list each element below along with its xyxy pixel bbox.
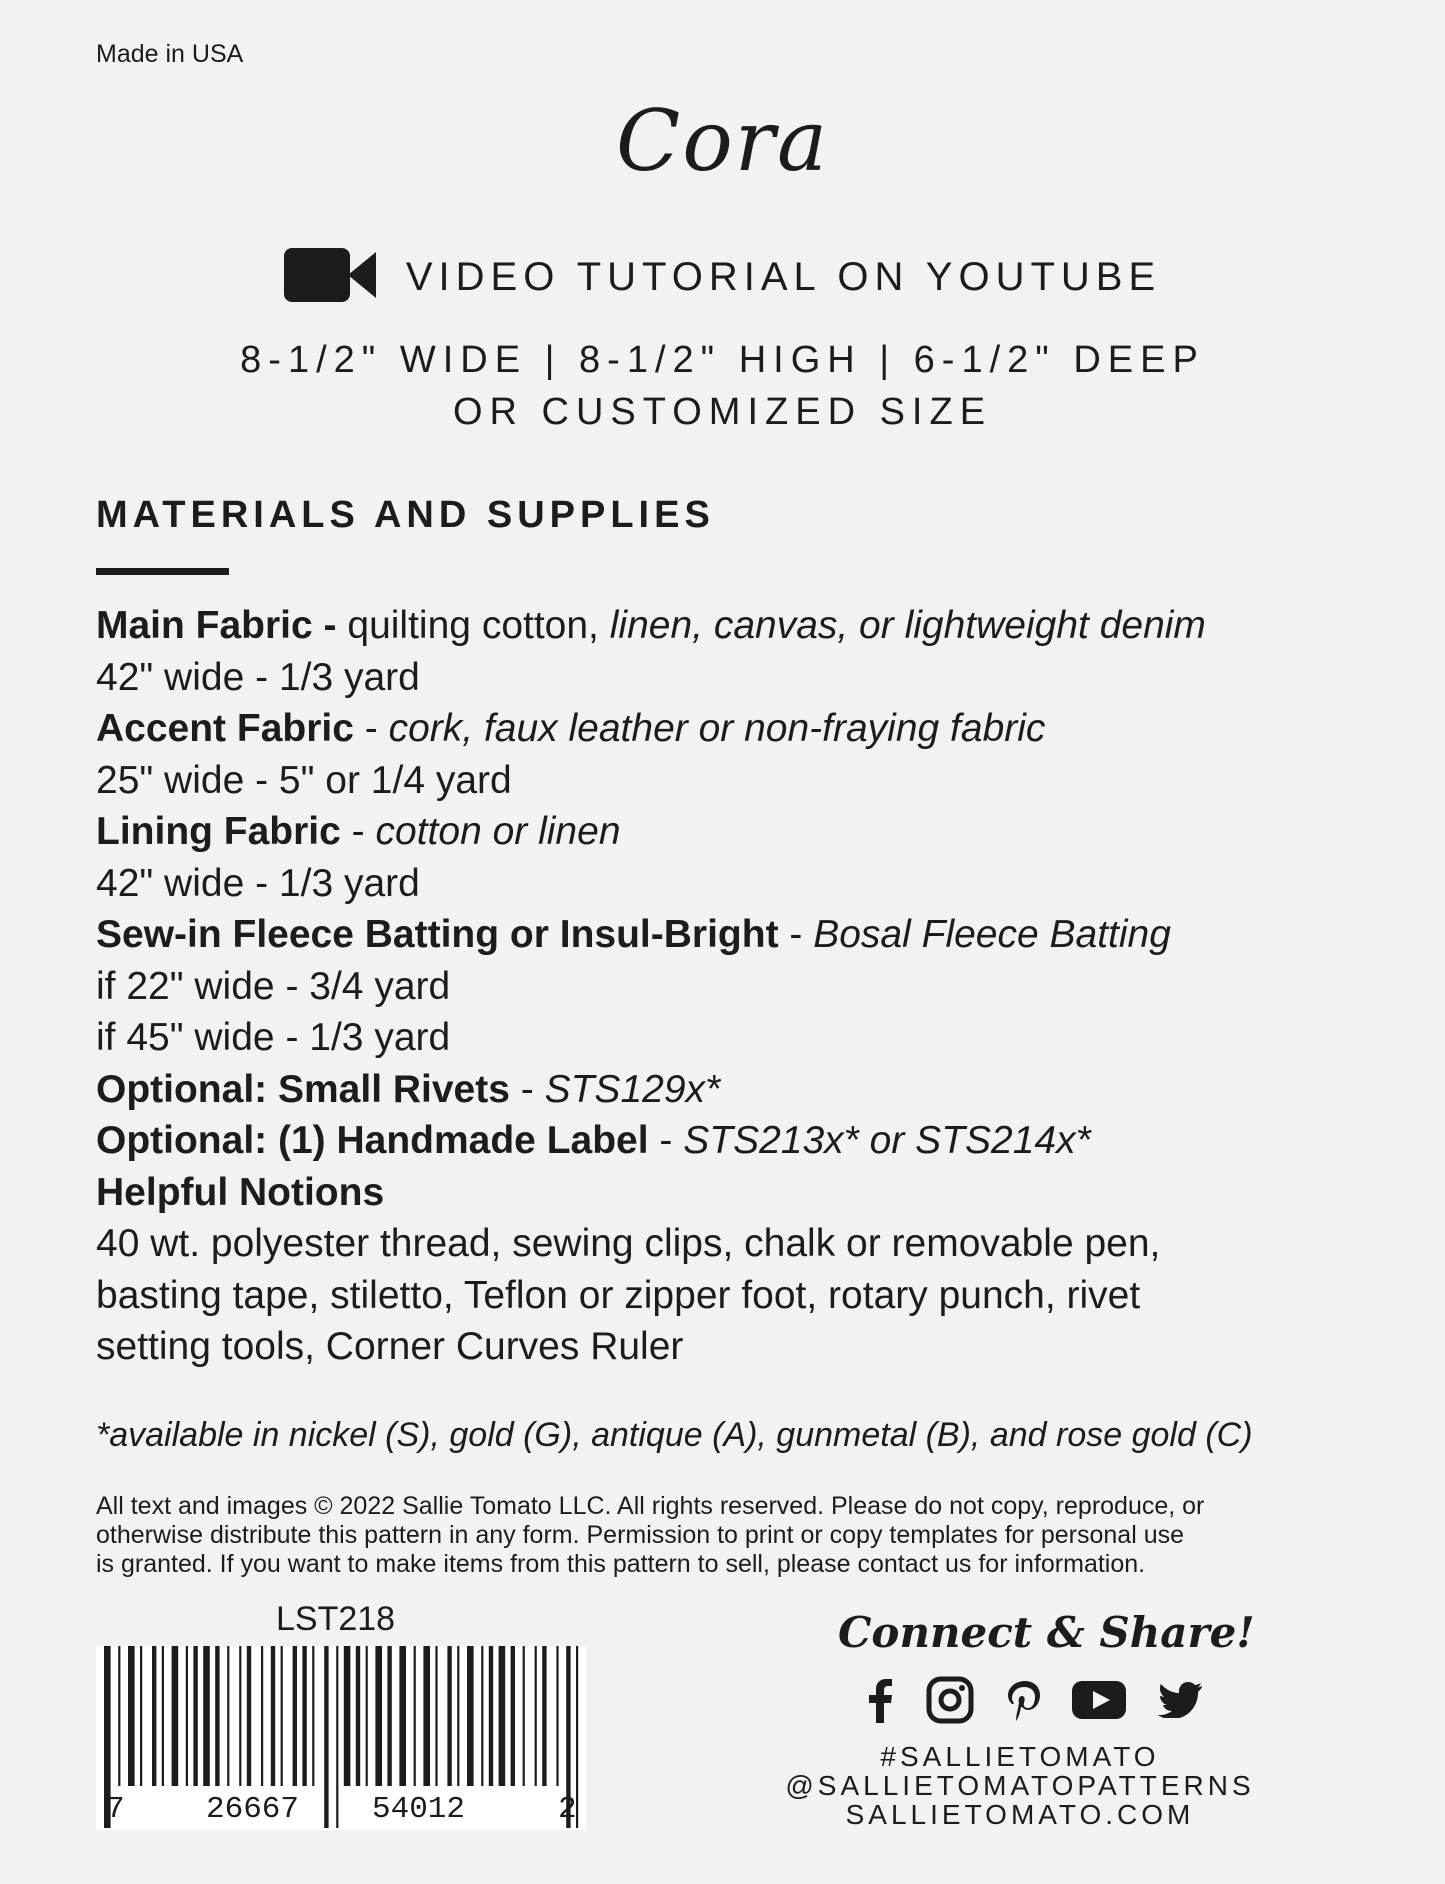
barcode-bar [186,1646,188,1786]
handmade-label-sku: STS213x* or STS214x* [683,1119,1091,1162]
barcode-bar [366,1646,368,1786]
barcode-bar [227,1646,229,1786]
pattern-title: Cora [615,92,830,190]
dimensions-line: 8-1/2" WIDE | 8-1/2" HIGH | 6-1/2" DEEP [240,339,1205,381]
fleece-qty-22: if 22" wide - 3/4 yard [96,964,451,1008]
lining-fabric-line [96,806,1376,858]
dash: - [648,1119,684,1162]
barcode-bar [423,1646,430,1786]
heading-underline [96,568,229,575]
materials-heading: MATERIALS AND SUPPLIES [96,494,715,536]
barcode-bar [511,1646,515,1786]
hashtag: #SALLIETOMATO [880,1741,1160,1772]
main-fabric-qty: 42" wide - 1/3 yard [96,655,420,699]
lining-fabric-label: Lining Fabric [96,810,341,853]
barcode-bar [457,1646,459,1786]
copyright-notice [96,1492,1386,1579]
rivets-label: Optional: Small Rivets [96,1067,510,1111]
barcode-bar [162,1646,164,1786]
notions-line [96,1167,1376,1219]
accent-fabric-line [96,703,1376,755]
barcode-bar [523,1646,525,1786]
barcode-bar [128,1646,135,1786]
handmade-label-line [96,1115,1376,1167]
rivets-line [96,1064,1376,1116]
twitter-icon[interactable] [1158,1682,1202,1718]
barcode-bar [535,1646,537,1786]
video-tutorial-label: VIDEO TUTORIAL ON YOUTUBE [405,255,1162,299]
video-tutorial-row[interactable] [0,248,1445,307]
copyright-line: is granted. If you want to make items from this pattern to sell, please contact us for information. [96,1550,1146,1578]
fleece-options: Bosal Fleece Batting [813,913,1171,956]
barcode-bar [302,1646,306,1786]
barcode-bar [239,1646,241,1786]
dash: - [353,707,389,750]
barcode-bar [542,1646,546,1786]
video-camera-icon [284,248,378,307]
barcode-bar [281,1646,283,1786]
barcode-bar [481,1646,483,1786]
main-fabric-options: linen, canvas, or lightweight denim [609,604,1206,647]
lining-fabric-options: cotton or linen [375,810,621,853]
barcode-bar [387,1646,391,1786]
accent-fabric-options: cork, faux leather or non-fraying fabric [388,707,1046,750]
notions-text-2: basting tape, stiletto, Teflon or zipper foot, rotary punch, rivet [96,1273,1141,1317]
barcode-bar [203,1646,210,1786]
materials-list [96,600,1376,1373]
barcode-bar [489,1646,493,1786]
pinterest-icon[interactable] [1006,1677,1040,1723]
rivets-sku: STS129x* [544,1067,721,1111]
barcode-bar [435,1646,437,1786]
handmade-label-label: Optional: (1) Handmade Label [96,1119,649,1162]
barcode-bar [447,1646,451,1786]
instagram-icon[interactable] [926,1676,974,1724]
barcode-bar [215,1646,219,1786]
main-fabric-plain: quilting cotton, [347,604,599,647]
barcode-bar [261,1646,263,1786]
dash: - [778,913,814,956]
barcode-bar [172,1646,179,1786]
barcode-bar [118,1646,120,1786]
lining-fabric-qty: 42" wide - 1/3 yard [96,861,420,905]
dash: - [340,810,376,853]
made-in-label: Made in USA [96,40,244,68]
barcode-bar [344,1646,351,1786]
custom-size-line: OR CUSTOMIZED SIZE [452,391,993,433]
barcode-bar [375,1646,382,1786]
notions-text-1: 40 wt. polyester thread, sewing clips, chalk or removable pen, [96,1222,1161,1265]
barcode-bar [271,1646,275,1786]
barcode-bar [556,1646,558,1786]
barcode-bar [152,1646,156,1786]
barcode-digits-left: 26667 [206,1792,300,1827]
instagram-handle[interactable]: @SALLIETOMATOPATTERNS [785,1770,1255,1801]
social-handles [760,1742,1280,1829]
barcode [96,1646,586,1830]
connect-heading: Connect & Share! [838,1608,1255,1657]
barcode-bar [399,1646,406,1786]
main-fabric-line [96,600,1376,652]
social-icons [866,1676,1202,1724]
notions-label: Helpful Notions [96,1170,385,1214]
facebook-icon[interactable] [866,1677,894,1723]
fleece-label: Sew-in Fleece Batting or Insul-Bright [96,913,779,956]
barcode-bar [247,1646,251,1786]
barcode-bar [414,1646,416,1786]
sku-label: LST218 [276,1600,396,1638]
accent-fabric-label: Accent Fabric [96,707,354,750]
barcode-bar [293,1646,297,1786]
dimensions [0,334,1445,438]
barcode-bar [336,1646,338,1828]
barcode-bar [140,1646,142,1786]
main-fabric-label: Main Fabric - [96,604,337,647]
finish-footnote: *available in nickel (S), gold (G), antique (A), gunmetal (B), and rose gold (C) [96,1416,1253,1454]
dash: - [509,1067,545,1111]
barcode-bar [499,1646,506,1786]
barcode-bar [467,1646,474,1786]
barcode-bar [356,1646,360,1786]
barcode-digits-right: 54012 [372,1792,466,1827]
website-link[interactable]: SALLIETOMATO.COM [845,1799,1195,1830]
fleece-qty-45: if 45" wide - 1/3 yard [96,1016,451,1059]
barcode-bar [312,1646,314,1786]
barcode-digit: 2 [558,1792,577,1827]
youtube-icon[interactable] [1072,1681,1126,1719]
barcode-bar [324,1646,328,1828]
copyright-line: All text and images © 2022 Sallie Tomato LLC. All rights reserved. Please do not copy, reproduce, or [96,1492,1205,1520]
barcode-bar [193,1646,197,1786]
barcode-bars [96,1646,586,1830]
fleece-line [96,909,1376,961]
barcode-digit: 7 [106,1792,125,1827]
notions-text-3: setting tools, Corner Curves Ruler [96,1325,684,1368]
copyright-line: otherwise distribute this pattern in any form. Permission to print or copy templates for personal use [96,1521,1185,1549]
accent-fabric-qty: 25" wide - 5" or 1/4 yard [96,758,512,802]
